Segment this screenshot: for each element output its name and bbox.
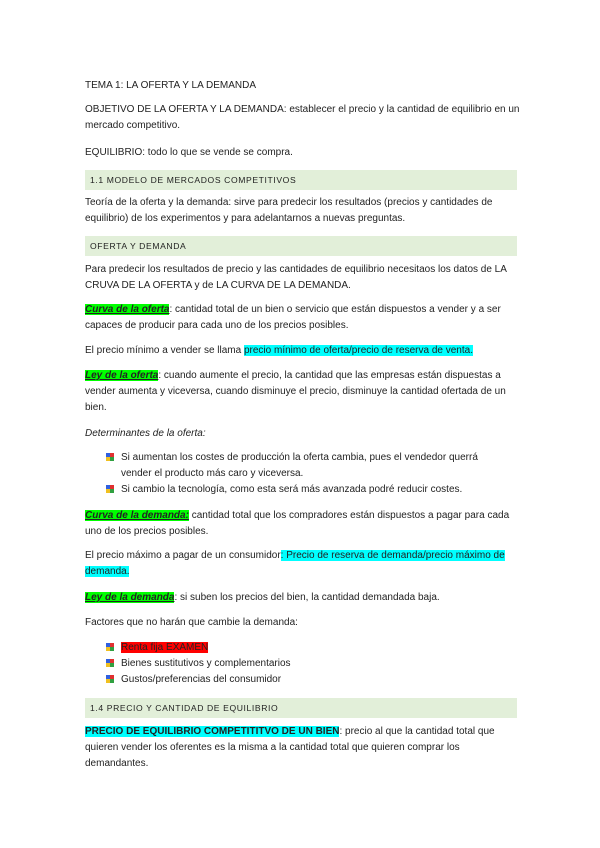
factor-bullet-1-highlight: Renta fija EXAMEN — [121, 642, 209, 653]
ley-oferta-line-1 — [85, 368, 501, 384]
curva-oferta-line-2: capaces de producir para cada uno de los precios posibles. — [85, 320, 349, 331]
ley-demanda-definition: : si suben los precios del bien, la cantidad demandada baja. — [174, 592, 440, 603]
factor-bullet-1 — [121, 640, 208, 656]
precio-maximo-line-1 — [85, 548, 505, 564]
precio-eq-line-3: demandantes. — [85, 758, 149, 769]
precio-maximo-highlight-1: : Precio de reserva de demanda/precio máximo de — [280, 550, 505, 561]
predecir-line-2: CRUVA DE LA OFERTA y de LA CURVA DE LA DEMANDA. — [85, 280, 351, 291]
det-bullet-1-line-2: vender el producto más caro y viceversa. — [121, 468, 304, 479]
precio-maximo-text: El precio máximo a pagar de un consumidor — [85, 550, 281, 561]
section-header-2-text: OFERTA Y DEMANDA — [90, 241, 187, 251]
curva-demanda-term: Curva de la demanda: — [85, 510, 189, 521]
section-header-1 — [85, 170, 517, 190]
ley-oferta-line-2: vender aumenta y viceversa, cuando disminuye el precio, disminuye la cantidad ofertada de un — [85, 386, 506, 397]
colored-book-bullet-icon — [105, 658, 115, 668]
factor-bullet-3: Gustos/preferencias del consumidor — [121, 674, 282, 685]
colored-book-bullet-icon — [105, 452, 115, 462]
curva-oferta-term: Curva de la oferta — [85, 304, 170, 315]
factor-bullet-2: Bienes sustitutivos y complementarios — [121, 658, 291, 669]
section-header-1-text: 1.1 MODELO DE MERCADOS COMPETITIVOS — [90, 175, 297, 185]
section-header-2 — [85, 236, 517, 256]
precio-minimo-line — [85, 343, 473, 359]
teoria-line-2: equilibrio) de los experimentos y para adelantarnos a nuevas preguntas. — [85, 213, 406, 224]
curva-demanda-definition: cantidad total que los compradores están dispuestos a pagar para cada — [188, 510, 510, 521]
precio-minimo-text: El precio mínimo a vender se llama — [85, 345, 244, 356]
precio-eq-line-1 — [85, 724, 495, 740]
precio-eq-line-2: quieren vender los oferentes es la misma a la cantidad total que quieren comprar los — [85, 742, 460, 753]
objetivo-line-2: mercado competitivo. — [85, 120, 181, 131]
document-title: TEMA 1: LA OFERTA Y LA DEMANDA — [85, 80, 256, 91]
precio-maximo-line-2 — [85, 564, 129, 580]
det-bullet-2-line-1: Si cambio la tecnología, como esta será más avanzada podré reducir costes. — [121, 484, 463, 495]
predecir-line-1: Para predecir los resultados de precio y las cantidades de equilibrio necesitaos los datos de LA — [85, 264, 507, 275]
colored-book-bullet-icon — [105, 484, 115, 494]
ley-demanda-term: Ley de la demanda — [85, 592, 175, 603]
precio-eq-definition: : precio al que la cantidad total que — [339, 726, 495, 737]
det-bullet-1-line-1: Si aumentan los costes de producción la oferta cambia, pues el vendedor querrá — [121, 452, 478, 463]
factores-heading: Factores que no harán que cambie la demanda: — [85, 617, 298, 628]
curva-oferta-line-1 — [85, 302, 501, 318]
determinantes-heading: Determinantes de la oferta: — [85, 428, 206, 439]
precio-maximo-highlight-2: demanda. — [85, 566, 130, 577]
precio-minimo-highlight: precio mínimo de oferta/precio de reserva de venta. — [243, 345, 473, 356]
ley-oferta-term: Ley de la oferta — [85, 370, 159, 381]
ley-demanda-line — [85, 590, 440, 606]
section-header-3 — [85, 698, 517, 718]
precio-eq-term: PRECIO DE EQUILIBRIO COMPETITITVO DE UN BIEN — [85, 726, 340, 737]
section-header-3-text: 1.4 PRECIO Y CANTIDAD DE EQUILIBRIO — [90, 703, 279, 713]
ley-oferta-definition: : cuando aumente el precio, la cantidad que las empresas están dispuestas a — [158, 370, 501, 381]
equilibrio-line: EQUILIBRIO: todo lo que se vende se compra. — [85, 147, 293, 158]
objetivo-line-1: OBJETIVO DE LA OFERTA Y LA DEMANDA: establecer el precio y la cantidad de equilibrio en un — [85, 104, 520, 115]
colored-book-bullet-icon — [105, 642, 115, 652]
curva-oferta-definition: : cantidad total de un bien o servicio que están dispuestos a vender y a ser — [169, 304, 501, 315]
curva-demanda-line-1 — [85, 508, 509, 524]
ley-oferta-line-3: bien. — [85, 402, 107, 413]
teoria-line-1: Teoría de la oferta y la demanda: sirve para predecir los resultados (precios y cantidades de — [85, 197, 493, 208]
curva-demanda-line-2: uno de los precios posibles. — [85, 526, 209, 537]
colored-book-bullet-icon — [105, 674, 115, 684]
